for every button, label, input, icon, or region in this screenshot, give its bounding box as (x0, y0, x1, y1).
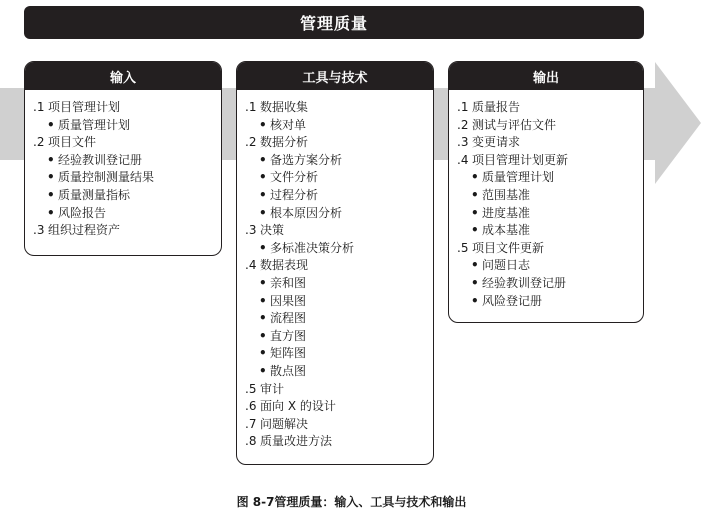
item-label: 项目文件 (48, 135, 97, 150)
bullet-icon: • (471, 258, 479, 273)
bullet-icon: • (47, 152, 55, 167)
item-label: 项目管理计划更新 (472, 152, 569, 167)
sub-item (245, 345, 427, 363)
item-number: .2 (245, 135, 257, 150)
bullet-icon: • (471, 187, 479, 202)
sub-item-label: 根本原因分析 (270, 205, 343, 220)
item-label: 数据收集 (260, 100, 309, 114)
item-label: 审计 (260, 381, 285, 396)
bullet-icon: • (471, 275, 479, 290)
sub-item-label: 风险报告 (58, 205, 107, 220)
sub-item-label: 范围基准 (482, 187, 531, 202)
item-label: 面向 X 的设计 (260, 399, 336, 414)
sub-item (245, 117, 427, 135)
sub-item-label: 直方图 (270, 328, 307, 343)
sub-item (457, 222, 637, 240)
bullet-icon: • (259, 328, 267, 343)
sub-item (33, 117, 215, 135)
sub-item-label: 备选方案分析 (270, 152, 343, 167)
item-number: .8 (245, 434, 257, 449)
bullet-icon: • (259, 117, 267, 132)
list-item (245, 222, 427, 240)
list-item (457, 134, 637, 152)
sub-item-label: 文件分析 (270, 170, 319, 185)
list-item (245, 416, 427, 434)
bullet-icon: • (259, 205, 267, 220)
sub-item-label: 质量管理计划 (58, 117, 131, 132)
list-item (457, 240, 637, 258)
bullet-icon: • (259, 170, 267, 185)
sub-item (245, 275, 427, 293)
sub-item (457, 169, 637, 187)
sub-item-label: 质量管理计划 (482, 170, 555, 185)
bullet-icon: • (47, 187, 55, 202)
tools-techniques-header: 工具与技术 (237, 62, 433, 90)
list-item (457, 99, 637, 117)
sub-item (33, 187, 215, 205)
sub-item-label: 多标准决策分析 (270, 240, 355, 255)
tools-techniques-box (236, 61, 434, 465)
sub-item (245, 205, 427, 223)
sub-item-label: 因果图 (270, 293, 307, 308)
sub-item (457, 293, 637, 311)
item-label: 数据表现 (260, 258, 309, 273)
inputs-box (24, 61, 222, 256)
inputs-list (25, 90, 221, 240)
list-item (33, 222, 215, 240)
bullet-icon: • (259, 275, 267, 290)
item-number: .1 (245, 100, 257, 114)
sub-item-label: 质量测量指标 (58, 187, 131, 202)
item-number: .1 (457, 100, 469, 114)
outputs-box (448, 61, 644, 323)
sub-item-label: 风险登记册 (482, 293, 543, 308)
sub-item-label: 过程分析 (270, 187, 319, 202)
sub-item (457, 257, 637, 275)
list-item (245, 398, 427, 416)
bullet-icon: • (47, 170, 55, 185)
item-number: .4 (245, 258, 257, 273)
list-item (245, 134, 427, 152)
sub-item (457, 187, 637, 205)
outputs-header: 输出 (449, 62, 643, 90)
item-label: 项目文件更新 (472, 240, 545, 255)
bullet-icon: • (471, 293, 479, 308)
outputs-list (449, 90, 643, 310)
sub-item (457, 205, 637, 223)
sub-item (245, 152, 427, 170)
list-item (245, 433, 427, 451)
sub-item (245, 169, 427, 187)
bullet-icon: • (259, 363, 267, 378)
bullet-icon: • (259, 293, 267, 308)
bullet-icon: • (471, 170, 479, 185)
sub-item-label: 散点图 (270, 363, 307, 378)
bullet-icon: • (47, 117, 55, 132)
sub-item-label: 成本基准 (482, 223, 531, 238)
bullet-icon: • (259, 187, 267, 202)
item-number: .3 (457, 135, 469, 150)
item-label: 项目管理计划 (48, 100, 121, 114)
tools-techniques-list (237, 90, 433, 451)
item-number: .2 (457, 117, 469, 132)
item-label: 质量报告 (472, 100, 521, 114)
sub-item-label: 流程图 (270, 311, 307, 326)
item-label: 决策 (260, 223, 285, 238)
sub-item (245, 363, 427, 381)
item-label: 数据分析 (260, 135, 309, 150)
bullet-icon: • (259, 240, 267, 255)
item-label: 质量改进方法 (260, 434, 333, 449)
sub-item-label: 矩阵图 (270, 346, 307, 361)
item-label: 组织过程资产 (48, 223, 121, 238)
item-number: .7 (245, 416, 257, 431)
inputs-header: 输入 (25, 62, 221, 90)
list-item (457, 152, 637, 170)
sub-item (245, 187, 427, 205)
item-number: .1 (33, 100, 45, 114)
list-item (245, 257, 427, 275)
bullet-icon: • (471, 205, 479, 220)
sub-item-label: 经验教训登记册 (482, 275, 567, 290)
sub-item-label: 质量控制测量结果 (58, 170, 155, 185)
sub-item-label: 亲和图 (270, 275, 307, 290)
list-item (33, 99, 215, 117)
sub-item (457, 275, 637, 293)
sub-item (33, 152, 215, 170)
item-number: .5 (245, 381, 257, 396)
bullet-icon: • (259, 346, 267, 361)
item-number: .6 (245, 399, 257, 414)
sub-item-label: 经验教训登记册 (58, 152, 143, 167)
sub-item (245, 328, 427, 346)
item-number: .5 (457, 240, 469, 255)
item-label: 测试与评估文件 (472, 117, 557, 132)
sub-item (245, 310, 427, 328)
bullet-icon: • (471, 223, 479, 238)
bullet-icon: • (259, 152, 267, 167)
item-number: .3 (245, 223, 257, 238)
sub-item-label: 核对单 (270, 117, 307, 132)
list-item (33, 134, 215, 152)
item-number: .3 (33, 223, 45, 238)
sub-item (245, 240, 427, 258)
bullet-icon: • (259, 311, 267, 326)
item-label: 变更请求 (472, 135, 521, 150)
sub-item-label: 问题日志 (482, 258, 531, 273)
bullet-icon: • (47, 205, 55, 220)
item-number: .2 (33, 135, 45, 150)
list-item (457, 117, 637, 135)
sub-item (245, 293, 427, 311)
list-item (245, 99, 427, 117)
figure-caption: 图 8-7管理质量：输入、工具与技术和输出 (236, 495, 467, 509)
sub-item (33, 169, 215, 187)
diagram-title: 管理质量 (24, 6, 644, 39)
list-item (245, 381, 427, 399)
item-label: 问题解决 (260, 416, 309, 431)
item-number: .4 (457, 152, 469, 167)
sub-item-label: 进度基准 (482, 205, 531, 220)
sub-item (33, 205, 215, 223)
